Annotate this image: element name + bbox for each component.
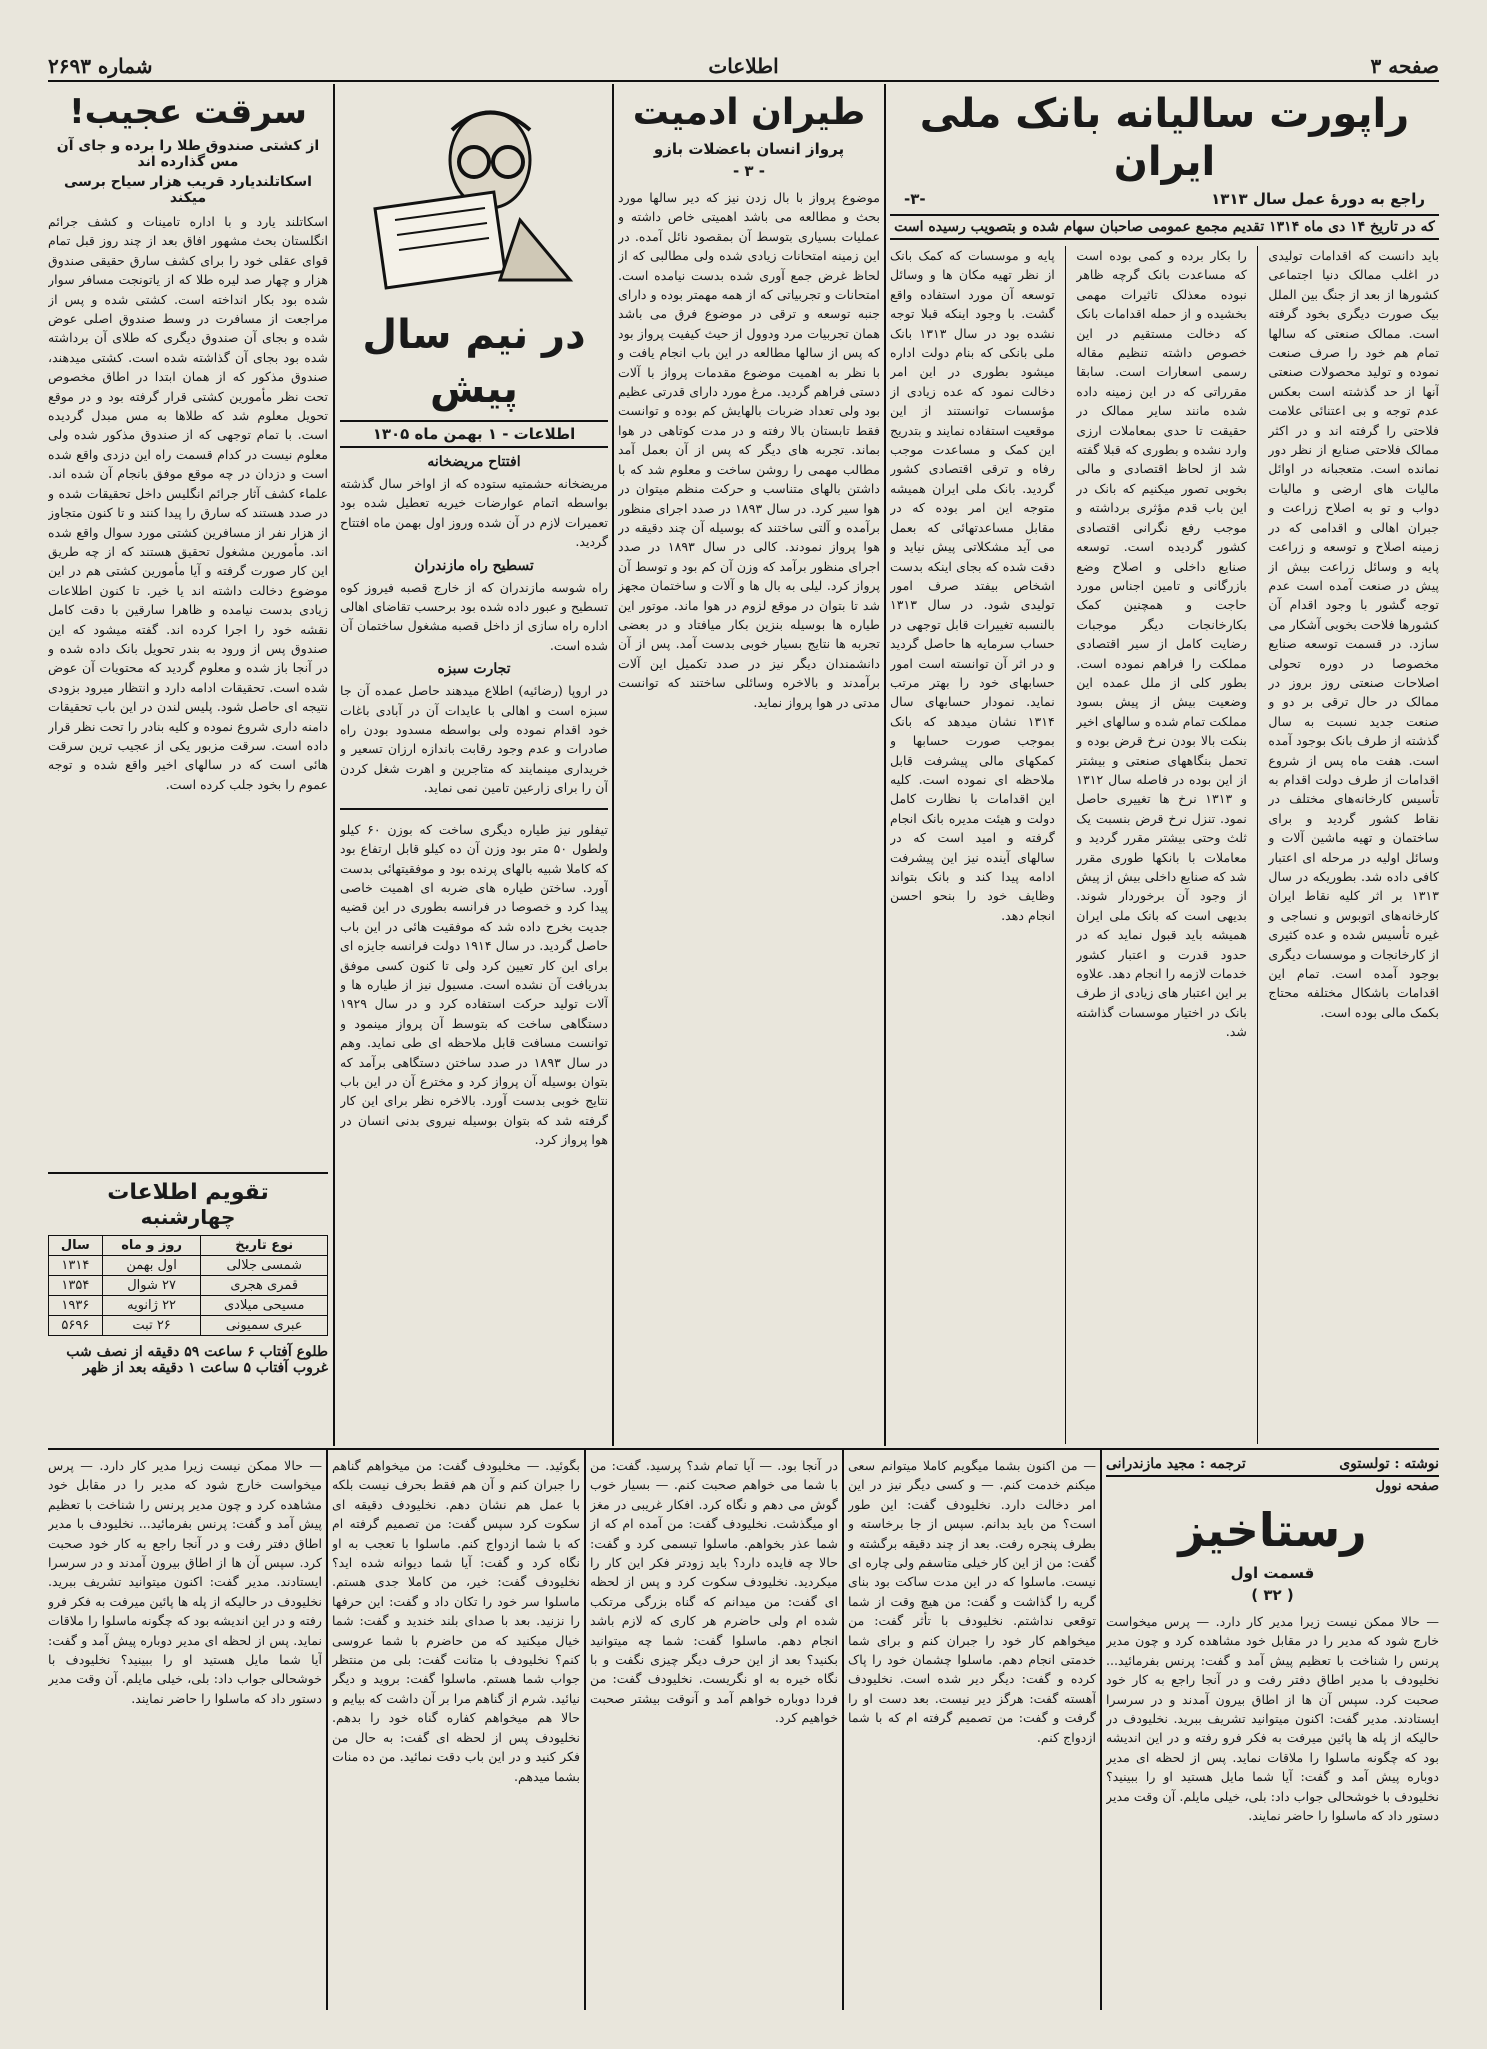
history-sec3-body: در اروپا (رضائیه) اطلاع میدهند حاصل عمده آن جا سبزه است و اهالی با عایدات آن در آبادی باغات خود اقدام نموده ولی بواسطه مسدود بودن راه صادرات و عدم وجود رقابت باندازه ارزان تسعیر و خریداری مینمایند که متاجرین و اهرت شغل کردن آن را برای زارعین تامین نمی نماید. — [340, 683, 608, 796]
novel-col1: — حالا ممکن نیست زیرا مدیر کار دارد. — پرس میخواست خارج شود که مدیر را در مقابل خود مشاهده کرد و چون مدیر پرنس را شناخت با تعظیم پیش آمد و گفت: پرنس بفرمائید... نخلیودف با مدیر اطاق دفتر رفت و در آنجا راجع به کار خود صحبت کرد. سپس آن ها از اطاق بیرون آمدند و در سرسرا ایستادند. مدیر گفت: اکنون میتوانید تشریف ببرید. نخلیودف در حالیکه از پله ها پائین میرفت به فکر فرو رفته و در این اندیشه بود که چگونه ماسلوا را ملاقات نماید. پس از لحظه ای مدیر دوباره پیش آمد و گفت: آیا شما مایل هستید او را ببینید؟ نخلیودف با خوشحالی جواب داد: بلی، خیلی مایلم. آن وقت مدیر دستور داد که ماسلوا را حاضر نمایند. — [1106, 1614, 1439, 1824]
aviation-subtitle: پرواز انسان باعضلات بازو — [653, 140, 845, 158]
novel-header-column — [1106, 1456, 1439, 2016]
column-divider — [584, 1450, 586, 2010]
history-sec1-body: مریضخانه حشمتیه ستوده که از اواخر سال گذشته بواسطه اتمام عوارضات خیریه تعطیل شده بود تعمیرات لازم در آن شده وروز اول بهمن ماه افتتاح گردید. — [340, 476, 608, 550]
calendar-title: تقویم اطلاعات — [107, 1180, 269, 1205]
bank-report-subtitle: راجع به دورهٔ عمل سال ۱۳۱۳ — [1211, 190, 1425, 208]
column-divider — [326, 1450, 328, 2010]
history-sec3-title: تجارت سبزه — [437, 661, 511, 678]
table-cell: ۱۳۵۴ — [49, 1276, 103, 1296]
calendar-header: نوع تاریخ — [201, 1236, 328, 1256]
sunrise-time: طلوع آفتاب ۶ ساعت ۵۹ دقیقه از نصف شب — [66, 1344, 328, 1360]
history-sec2-title: تسطیح راه مازندران — [414, 557, 534, 574]
table-row — [49, 1276, 328, 1296]
history-title: در نیم سال پیش — [362, 312, 586, 412]
aviation-title: طیران ادمیت — [632, 92, 866, 133]
novel-column — [848, 1456, 1096, 2016]
novel-title: رستاخیز — [1178, 1503, 1367, 1557]
theft-body: اسکاتلند یارد و با اداره تامینات و کشف جرائم انگلستان بحث مشهور افاق بعد از چند روز قبل تمام قوای عقلی خود را برای کشف سارق حقیقی صندوق هزار و چهار صد لیره طلا که از یاتونجت مسافر سوار شده بود بکار انداخته است. کشتی شده و پس از مراجعت از مسافرت در وسط صندوق اصلی عوض شده و بجای آن صندوق دیگری که طلای آن برداشته شده بود بجای آن گذاشته شده است. کشتی میدهند، صندوق مذکور که از همان ابتدا در اطاق مخصوص تحت نظر مأمورین کشتی قرار گرفته بود و در موقع تحویل معلوم شد که طلاها به مس مبدل گردیده است. با تمام توجهی که از صندوق مذکور شده ولی معلوم نیست در کدام قسمت راه این دزدی واقع شده است و دزدان در چه موقع موفق بانجام آن شده اند. علماء کشف آثار جرائم انگلیس داخل تحقیقات شده و در صدد هستند که سارق را پیدا کنند و تا کنون متجاوز از هزار نفر از مسافرین کشتی مورد سوال واقع شده اند. مأمورین مشغول تحقیق هستند که از چه طریق این کار صورت گرفته و آیا مأمورین کشتی هم در این موضوع دخالت داشته اند یا خیر. تا کنون اطلاعات زیادی بدست نیامده و ظاهرا سارقین با دقت کامل نقشه خود را اجرا کرده اند. گفته میشود که این صندوق پس از ورود به بندر تحویل بانک داده شده و در آنجا باز شده و معلوم گردید که محتویات آن عوض شده است. تحقیقات ادامه دارد و انتظار میرود بزودی نتیجه ای حاصل شود. پلیس لندن در این باب تحقیقات دامنه داری شروع نموده و کلیه بنادر را تحت نظر قرار داده است. سرقت مزبور یکی از عجیب ترین سرقت هائی است که در سالهای اخیر واقع شده و توجه عموم را بخود جلب کرده است. — [48, 214, 328, 792]
table-row — [49, 1236, 328, 1256]
table-row — [49, 1296, 328, 1316]
novel-col4-continued: — حالا ممکن نیست زیرا مدیر کار دارد. — پرس میخواست خارج شود که مدیر را در مقابل خود مشاهده کرد و چون مدیر پرنس را شناخت با تعظیم پیش آمد و گفت: پرنس بفرمائید... نخلیودف با مدیر اطاق دفتر رفت و در آنجا راجع به کار خود صحبت کرد. سپس آن ها از اطاق بیرون آمدند و در سرسرا ایستادند. مدیر گفت: اکنون میتوانید تشریف ببرید. نخلیودف در حالیکه از پله ها پائین میرفت به فکر فرو رفته و در این اندیشه بود که چگونه ماسلوا را ملاقات نماید. پس از لحظه ای مدیر دوباره پیش آمد و گفت: آیا شما مایل هستید او را ببینید؟ نخلیودف با خوشحالی جواب داد: بلی، خیلی مایلم. آن وقت مدیر دستور داد که ماسلوا را حاضر نمایند. — [48, 1458, 322, 1706]
theft-title: سرقت عجیب! — [69, 92, 307, 132]
bank-report-col-left: پایه و موسسات که کمک بانک از نظر تهیه مکان ها و وسائل توسعه آن مورد استفاده واقع گشت. با وجود اینکه قبلا توجه نشده بود در سال ۱۳۱۳ بانک ملی بانکی که بنام دولت اداره میشود بطوری در این امر دخالت نمود که عده زیادی از مؤسسات توانستند از این موقعیت استفاده نمایند و بتدریج این کمک و مساعدت موجب رفاه و ترقی اقتصادی کشور گردید. بانک ملی ایران همیشه متوجه این امر بوده که در مقابل مساعدتهائی که بعمل می آید مشکلاتی پیش نیاید و دقت شده که بجای اینکه بدست اشخاص بیفتد صرف امور تولیدی شود. در سال ۱۳۱۳ بالنسبه تغییرات قابل توجهی در حساب سرمایه ها حاصل گردید و در اثر آن توانسته است امور حسابهای خود را بهتر مرتب نماید. نمودار حسابهای سال ۱۳۱۴ نشان میدهد که بانک بموجب صورت حسابها و کمکهای مالی پیشرفت قابل ملاحظه ای نموده است. کلیه این اقدامات با نظارت کامل دولت و هیئت مدیره بانک انجام گرفته و امید است که در سالهای آینده نیز این پیشرفت ادامه پیدا کند و بانک بتواند وظایف خود را بنحو احسن انجام دهد. — [890, 248, 1055, 923]
aviation-part: - ۳ - — [732, 162, 766, 180]
table-row — [49, 1256, 328, 1276]
novel-column — [590, 1456, 838, 2016]
novel-translator: ترجمه : مجید مازندرانی — [1106, 1456, 1246, 1472]
reading-man-illustration-icon — [340, 90, 608, 290]
history-sec1-title: افتتاح مریضخانه — [427, 454, 521, 470]
sunset-time: غروب آفتاب ۵ ساعت ۱ دقیقه بعد از ظهر — [82, 1360, 328, 1376]
novel-col4: بگوئید. — مخلیودف گفت: من میخواهم گناهم را جبران کنم و آن هم فقط بحرف نیست بلکه با عمل هم نشان دهم. نخلیودف دقیقه ای سکوت کرد سپس گفت: من تصمیم گرفته ام که با شما ازدواج کنم. ماسلوا با تعجب به او نگاه کرد و گفت: آیا شما دیوانه شده اید؟ نخلیودف گفت: خیر، من کاملا جدی هستم. ماسلوا سر خود را تکان داد و گفت: این حرفها را نزنید. بعد با صدای بلند خندید و گفت: شما خیال میکنید که من حاضرم با شما عروسی کنم؟ نخلیودف با متانت گفت: بلی من منتظر جواب شما هستم. ماسلوا گفت: بروید و دیگر نیائید. شرم از گناهم مرا بر آن داشت که بیایم و حالا هم میخواهم کفاره گناه خود را بدهم. نخلیودف پس از لحظه ای گفت: به حال من فکر کنید و در این باب دقت نمائید. من ده منات بشما میدهم. — [332, 1458, 580, 1784]
aviation-body-continued: تیفلور نیز طیاره دیگری ساخت که بوزن ۶۰ کیلو ولطول ۵۰ متر بود وزن آن ده کیلو قابل ارتفاع بود که کاملا شبیه بالهای پرنده بود و موفقیتهائی بدست آورد. ساختن طیاره های ضربه ای اهمیت خاصی پیدا کرد و خصوصا در فرانسه بطوری در این قضیه جدیت بخرج داده شد که موفقیت هائی در این باب حاصل گردید. در سال ۱۹۱۴ دولت فرانسه جایزه ای برای این کار تعیین کرد ولی تا کنون کسی موفق بدریافت آن نشده است. مسیول نیز از طیاره ها و آلات تولید حرکت استفاده کرد و در سال ۱۹۲۹ دستگاهی ساخت که بتوسط آن پرواز مینمود و توانست مسافت قابل ملاحظه ای طی نماید. وهم در سال ۱۸۹۳ در صدد ساختن دستگاهی برآمد که بتوان بوسیله آن پرواز کرد و مخترع آن در این باب نتایج خوبی بدست آورد. بالاخره نظر برای این کار گرفته شد که بتوان بوسیله نیروی بدنی انسان در هوا پرواز کرد. — [340, 821, 608, 1148]
section-divider — [48, 1448, 1439, 1450]
novel-column — [332, 1456, 580, 2016]
table-cell: ۲۶ تبت — [102, 1316, 201, 1336]
table-cell: ۲۷ شوال — [102, 1276, 201, 1296]
column-divider — [884, 84, 886, 1446]
column-divider — [612, 84, 614, 1446]
history-sec2-body: راه شوسه مازندران که از خارج قصبه فیروز کوه تسطیح و عبور داده شده بود برحسب تقاضای اهالی اداره راه سازی از داخل قصبه مشغول ساختمان آن شده است. — [340, 579, 608, 653]
paper-name: اطلاعات — [708, 54, 779, 78]
column-divider — [333, 84, 335, 1446]
calendar-day: چهارشنبه — [140, 1205, 236, 1229]
history-dateline: اطلاعات - ۱ بهمن ماه ۱۳۰۵ — [340, 420, 608, 448]
table-row — [49, 1316, 328, 1336]
table-cell: مسیحی میلادی — [201, 1296, 328, 1316]
theft-subtitle-2: اسکاتلندیارد قریب هزار سیاح برسی میکند — [64, 174, 312, 206]
table-cell: شمسی جلالی — [201, 1256, 328, 1276]
novel-col2: — من اکنون بشما میگویم کاملا میتوانم سعی میکنم خدمت کنم. — و کسی دیگر نیز در این امر دخالت دارد. نخلیودف گفت: این طور است؟ من باید بدانم. سپس از جا برخاسته و بطرف پنجره رفت. بعد از چند دقیقه برگشته و گفت: من از این کار خیلی متاسفم ولی چاره ای نیست. ماسلوا که در این مدت ساکت بود بنای گریه را گذاشت و گفت: من هیچ وقت از شما توقعی نداشتم. نخلیودف با تأثر گفت: من میخواهم کار خود را جبران کنم و برای شما خدمتی انجام دهم. ماسلوا چشمان خود را پاک کرده و گفت: دیگر دیر شده است. نخلیودف آهسته گفت: هرگز دیر نیست. بعد دست او را گرفت و گفت: من تصمیم گرفته ام که با شما ازدواج کنم. — [848, 1458, 1096, 1745]
calendar-table — [48, 1235, 328, 1336]
table-cell: ۲۲ ژانویه — [102, 1296, 201, 1316]
aviation-article — [618, 90, 880, 1444]
bank-report-col-right: باید دانست که اقدامات تولیدی در اغلب ممالک دنیا اجتماعی کشورها از بعد از جنگ بین الملل بیک صورت دیگری بخود گرفته است. ممالک صنعتی که سالها تمام هم خود را صرف صنعت نموده و تولید محصولات صنعتی آنها از حد گذشته است بعکس عدم توجه و بی اعتنائی علامت فلاحتی را گرفته اند و در اکثر ممالک فلاحتی صنایع از نظر دور نمانده است. متعجبانه در اوائل مالیات های ارضی و مالیات دواب و تو به اصلاح زراعت و جبران اهالی و اقدامی که در زمینه اصلاح و توسعه و زراعت پایه و وسائل زراعت بیش از پیش در صنعت آمده است عدم توجه گشور با وجود اقدام آن کشورها فلاحت بخوبی آشکار می سازد. در قسمت توسعه صنایع مخصوصا در دوره تحولی اصلاحات صنعتی روز بروز در ممالک در حال ترقی بر دو و صنعت جدید نسبت به سال گذشته از طرف بانک بوجود آمده است. هفت ماه پس از شروع اقدامات از طرف دولت اقدام به تأسیس کارخانه‌های مختلف در نقاط کشور گردید و برای ساختمان و تهیه ماشین آلات و وسائل اولیه در مرحله ای اعتبار کافی داده شد. بطوریکه در سال ۱۳۱۳ بر اثر کلیه نقاط ایران کارخانه‌های اتوبوس و نساجی و غیره تأسیس شده و عده کثیری از کارخانجات و موسسات دیگری بوجود آمده است. تمام این اقدامات باشکال مختلفه محتاج بکمک مالی بوده است. — [1268, 248, 1439, 1020]
table-cell: ۵۶۹۶ — [49, 1316, 103, 1336]
novel-col3: در آنجا بود. — آیا تمام شد؟ پرسید. گفت: من با شما می خواهم صحبت کنم. — بسیار خوب گوش می دهم و نگاه کرد. افکار غریبی در مغز او میگذشت. نخلیودف گفت: من آمده ام که از شما عذر بخواهم. ماسلوا تبسمی کرد و گفت: حالا چه فایده دارد؟ باید زودتر فکر این کار را میکردید. نخلیودف سکوت کرد و پس از لحظه ای گفت: من میدانم که گناه بزرگی مرتکب شده ام ولی حاضرم هر کاری که لازم باشد انجام دهم. ماسلوا گفت: شما چه میتوانید بکنید؟ بعد از این حرف دیگر چیزی نگفت و با نگاه خیره به او نگریست. نخلیودف گفت: من فردا دوباره خواهم آمد و آنوقت بیشتر صحبت خواهیم کرد. — [590, 1458, 838, 1726]
table-cell: اول بهمن — [102, 1256, 201, 1276]
bank-report-intro: که در تاریخ ۱۴ دی ماه ۱۳۱۴ تقدیم مجمع عمومی صاحبان سهام شده و بتصویب رسیده است — [890, 214, 1439, 240]
novel-section: صفحه نوول — [1375, 1479, 1439, 1494]
column-divider — [842, 1450, 844, 2010]
column-divider — [1100, 1450, 1102, 2010]
novel-column — [48, 1456, 322, 2016]
theft-article — [48, 90, 328, 1165]
table-cell: ۱۳۱۴ — [49, 1256, 103, 1276]
page-header — [48, 52, 1439, 82]
table-cell: ۱۹۳۶ — [49, 1296, 103, 1316]
novel-chapter: قسمت اول — [1230, 1564, 1315, 1582]
issue-label: شماره ۲۶۹۳ — [48, 54, 153, 78]
theft-subtitle: از کشتی صندوق طلا را برده و جای آن مس گذارده اند — [56, 138, 320, 170]
calendar-header: روز و ماه — [102, 1236, 201, 1256]
bank-report-article — [890, 90, 1439, 1444]
history-column — [340, 90, 608, 1444]
page-label: صفحه ۳ — [1370, 54, 1439, 78]
table-cell: قمری هجری — [201, 1276, 328, 1296]
aviation-body: موضوع پرواز با بال زدن نیز که دیر سالها مورد بحث و مطالعه می باشد اهمیتی خاص داشته و عملیات بسیاری بتوسط آن بمقصود نائل آمده. در این زمینه امتحانات زیادی شده ولی مطالبی که از لحاظ غرض جمع آوری شده بدست نیامده است. امتحانات و تجربیاتی که از همه مهمتر بوده و دارای جنبه توسعه و ترقی در موضوع فرق می باشد همان تجربیات مرد ودوول از حیث کیفیت پرواز بود که پس از سالها مطالعه در این باب انجام یافت و با نظر به اهمیت موضوع مقدمات پرواز با آلات دستی فراهم گردید. مرغ مورد دارای قدرتی عظیم بود ولی تعداد ضربات بالهایش کم بوده و توانست فقط تابستان بالا رفته و در مدت کوتاهی در هوا بماند. تجربه های دیگر که پس از آن بعمل آمد مطالب مهمی را روشن ساخت و معلوم شد که با داشتن بالهای متناسب و حرکت منظم میتوان در هوا سیر کرد. در سال ۱۸۹۳ در صدد اجرای منظور برآمده و آلتی ساختند که بوسیله آن چند دقیقه در هوا پرواز نمودند. کالی در سال ۱۸۹۳ در صدد اجرای منظور برآمد که وزن آن کم بود و توسط آن پرواز کرد. لیلی به بال ها و آلات و ساختمان مجهز شد تا بتوان در موقع لزوم در هوا ماند. موتور این طیاره ها بوسیله بنزین بکار میافتاد و در بعضی تجربه ها نتایج بسیار خوبی بدست آمد. پس از آن دانشمندان دیگر نیز در صدد تکمیل این آلات برآمدند و بالاخره وسائلی ساختند که توانست مدتی در هوا پرواز نماید. — [618, 190, 880, 710]
novel-episode: ( ۳۲ ) — [1251, 1586, 1294, 1604]
calendar-box — [48, 1172, 328, 1446]
bank-report-part: -۳- — [904, 190, 926, 208]
calendar-header: سال — [49, 1236, 103, 1256]
bank-report-title: راپورت سالیانه بانک ملی ایران — [919, 91, 1410, 185]
table-cell: عبری سمیونی — [201, 1316, 328, 1336]
bank-report-col-mid: را بکار برده و کمی بوده است که مساعدت بانک گرچه ظاهر نبوده معذلک تاثیرات مهمی بخشیده و از حمله اقدامات بانک که دخالت مستقیم در این خصوص داشته تنظیم مقاله رسمی اسعارات است. سابقا مقرراتی که در این زمینه داده شده مانند سایر ممالک در حقیقت تا حدی بمعاملات ارزی وارد نشده و بطوری که قبلا گفته شد از لحاظ اقتصادی و مالی بخوبی تصور میکنیم که بانک در این باب قدم مؤثری برداشته و موجب رفع نگرانی اقتصادی کشور گردیده است. توسعه صنایع داخلی و اصلاح وضع بازرگانی و تامین اجناس مورد حاجت و همچنین کمک بکارخانجات دیگر موجبات رضایت کامل از سیر اقتصادی مملکت را فراهم نموده است. بطور کلی از ملل عمده این وضعیت بیش از پیش بسود مملکت تمام شده و سالهای اخیر بنکت بالا بودن نرخ قرض بوده و تحمل بنگاههای صنعتی و بیشتر از این بوده در فاصله سال ۱۳۱۲ و ۱۳۱۳ نرخ ها تغییری حاصل نمود. تنزل نرخ قرض بنسبت یک ثلث وحتی بیشتر مقرر گردید و معاملات با بانکها طوری مقرر شد که صنایع داخلی بیش از پیش از وجود آن برخوردار شوند. بدیهی است که بانک ملی ایران همیشه باید قبول نماید که در حدود قدرت و اعتبار کشور خدمات لازمه را انجام دهد. علاوه بر این اعتبار های زیادی از طرف بانک در اختیار موسسات گذاشته شد. — [1076, 248, 1247, 1040]
novel-author: نوشته : تولستوی — [1339, 1456, 1439, 1472]
